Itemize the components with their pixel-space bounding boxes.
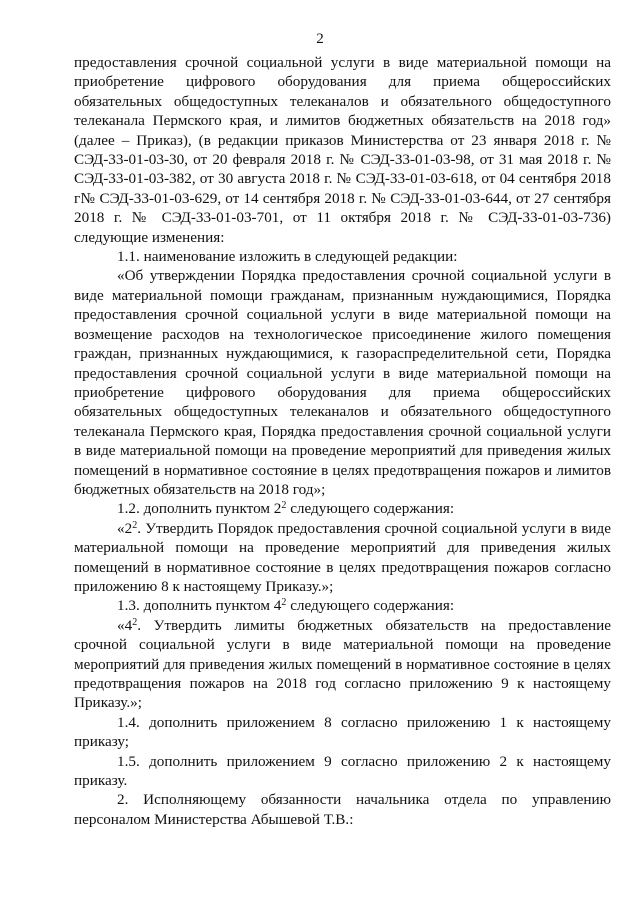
point-2-2-text: . Утвердить Порядок предоставления срочной социальной услуги в виде материальной помощи на проведение мероприятий для приведения жилых помещений в нормативное состояние в целях предотвращения пожаров согласно приложению 8 к настоящему Приказу.»; (74, 519, 611, 595)
paragraph-item-1-2 (74, 499, 611, 518)
paragraph-point-4-2 (74, 616, 611, 713)
point-4-2-number: «4 (117, 616, 133, 634)
paragraph-item-2: 2. Исполняющему обязанности начальника отдела по управлению персоналом Министерства Абышевой Т.В.: (74, 791, 611, 828)
paragraph-new-title: «Об утверждении Порядка предоставления срочной социальной услуги в виде материальной помощи гражданам, признанным нуждающимися, Порядка предоставления срочной социальной услуги в виде материальной помощи на возмещение расходов на технологическое присоединение жилого помещения граждан, признанных нуждающимися, к газораспределительной сети, Порядка предоставления срочной социальной услуги в виде материальной помощи на приобретение цифрового оборудования для приема общероссийских обязательных общедоступных телеканалов и обязательного общедоступного телеканала Пермского края, Порядка предоставления срочной социальной услуги в виде материальной помощи на проведение мероприятий для приведения жилых помещений в нормативное состояние в целях предотвращения пожаров и лимитов бюджетных обязательств на 2018 год»; (74, 267, 611, 498)
item-1-2-text-end: следующего содержания: (286, 500, 455, 518)
paragraph-point-2-2 (74, 519, 611, 597)
paragraph-amendments-intro: предоставления срочной социальной услуги в виде материальной помощи на приобретение цифрового оборудования для приема общероссийских обязательных общедоступных телеканалов и обязательного общедоступного телеканала Пермского края, и лимитов бюджетных обязательств на 2018 год» (далее – Приказ), (в редакции приказов Министерства от 23 января 2018 г. № СЭД-33-01-03-30, от 20 февраля 2018 г. № СЭД-33-01-03-98, от 31 мая 2018 г. № СЭД-33-01-03-382, от 30 августа 2018 г. № СЭД-33-01-03-618, от 04 сентября 2018 г№ СЭД-33-01-03-629, от 14 сентября 2018 г. № СЭД-33-01-03-644, от 27 сентября 2018 г. № СЭД-33-01-03-701, от 11 октября 2018 г. № СЭД-33-01-03-736) следующие изменения: (74, 54, 611, 246)
page-number: 2 (316, 31, 324, 47)
item-1-2-text: 1.2. дополнить пунктом 2 (117, 500, 282, 518)
item-1-3-text: 1.3. дополнить пунктом 4 (117, 597, 282, 615)
item-1-3-text-end: следующего содержания: (286, 597, 455, 615)
item-1-3-superscript: 2 (281, 597, 287, 609)
paragraph-item-1-1: 1.1. наименование изложить в следующей редакции: (117, 248, 458, 266)
document-body (74, 53, 611, 829)
point-2-2-superscript: 2 (132, 519, 138, 531)
item-1-2-superscript: 2 (281, 500, 287, 512)
paragraph-item-1-5: 1.5. дополнить приложением 9 согласно приложению 2 к настоящему приказу. (74, 752, 611, 790)
paragraph-item-1-3 (74, 596, 611, 615)
point-2-2-number: «2 (117, 519, 133, 537)
paragraph-item-1-4: 1.4. дополнить приложением 8 согласно приложению 1 к настоящему приказу; (74, 713, 611, 751)
point-4-2-superscript: 2 (132, 616, 138, 628)
point-4-2-text: . Утвердить лимиты бюджетных обязательств на предоставление срочной социальной услуги в виде материальной помощи на проведение мероприятий для приведения жилых помещений в нормативное состояние в целях предотвращения пожаров на 2018 год согласно приложению 9 к настоящему Приказу.»; (74, 616, 611, 712)
